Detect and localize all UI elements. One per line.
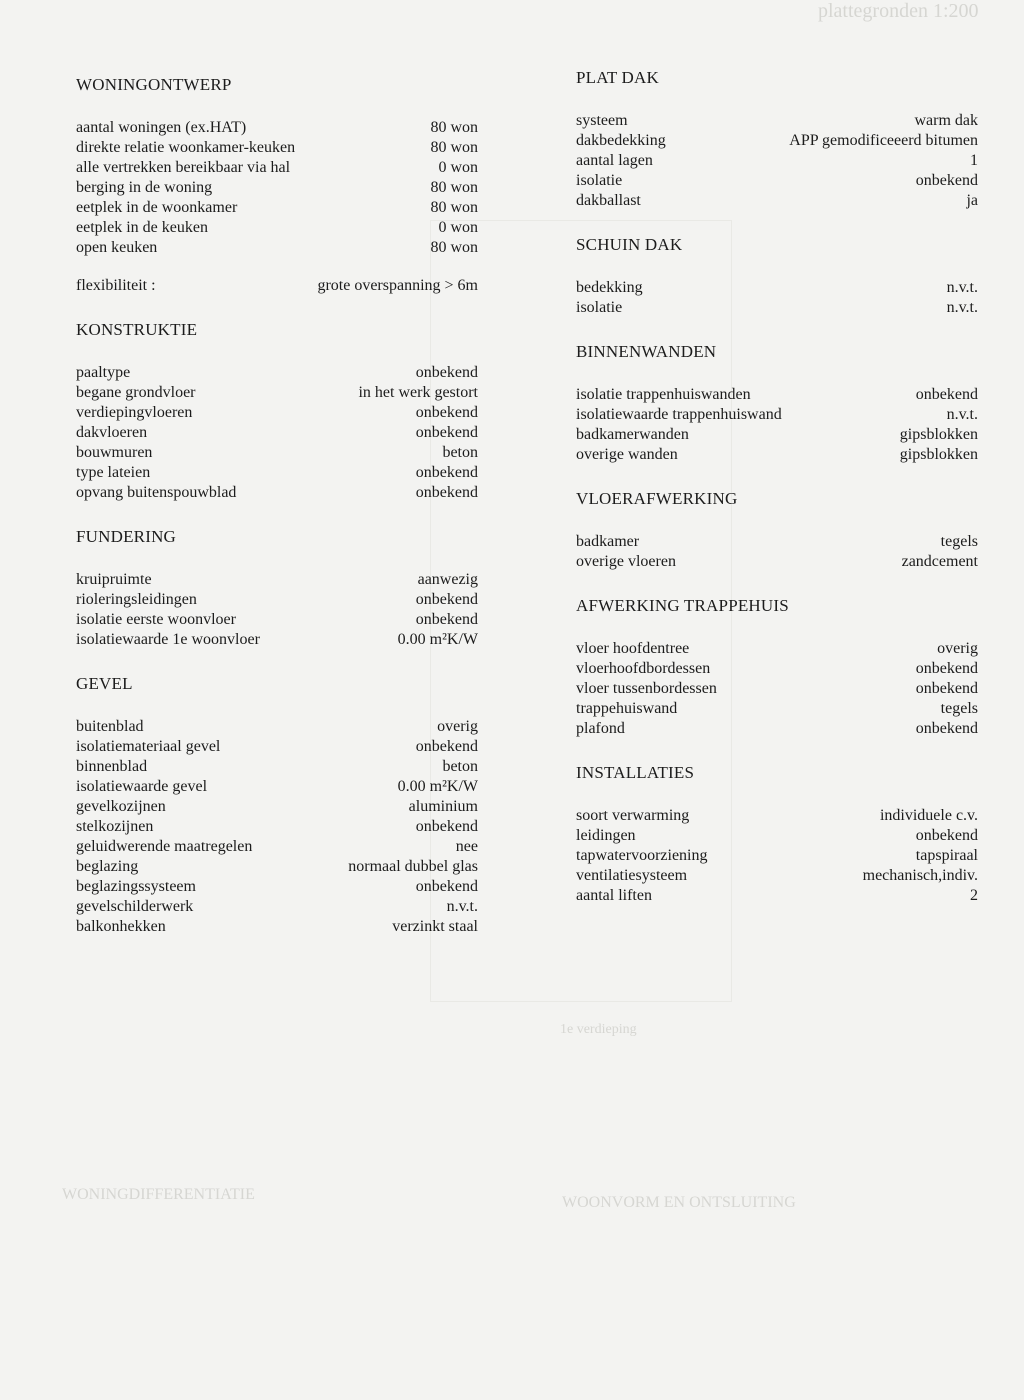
spec-row bbox=[576, 405, 978, 425]
section-afwerking-trappehuis bbox=[576, 596, 978, 739]
spec-label: tapwatervoorziening bbox=[576, 847, 708, 864]
spec-value: gipsblokken bbox=[899, 426, 978, 443]
spec-label: gevelschilderwerk bbox=[76, 898, 194, 915]
section-heading: PLAT DAK bbox=[576, 68, 659, 87]
spec-label: isolatie trappenhuiswanden bbox=[576, 386, 751, 403]
spec-label: aantal woningen (ex.HAT) bbox=[76, 119, 247, 136]
spec-label: dakvloeren bbox=[76, 424, 148, 441]
spec-value: onbekend bbox=[415, 364, 478, 381]
spec-row bbox=[76, 118, 478, 138]
spec-label: opvang buitenspouwblad bbox=[76, 484, 237, 501]
section-heading: INSTALLATIES bbox=[576, 763, 695, 782]
section-vloerafwerking bbox=[576, 489, 978, 572]
spec-label: binnenblad bbox=[76, 758, 148, 775]
spec-value: onbekend bbox=[415, 404, 478, 421]
spec-row bbox=[76, 363, 478, 383]
section-gevel bbox=[76, 674, 478, 937]
spec-label: isolatie bbox=[576, 172, 623, 189]
spec-label: rioleringsleidingen bbox=[76, 591, 197, 608]
spec-label: kruipruimte bbox=[76, 571, 152, 588]
spec-value: tegels bbox=[940, 700, 978, 717]
spec-row bbox=[576, 679, 978, 699]
spec-value: 80 won bbox=[430, 119, 478, 136]
spec-value: beton bbox=[442, 444, 478, 461]
spec-value: onbekend bbox=[415, 484, 478, 501]
spec-value: APP gemodificeeerd bitumen bbox=[789, 132, 978, 149]
spec-value: beton bbox=[442, 758, 478, 775]
spec-label: eetplek in de keuken bbox=[76, 219, 208, 236]
spec-row bbox=[576, 385, 978, 405]
spec-label: paaltype bbox=[76, 364, 131, 381]
spec-value: n.v.t. bbox=[946, 299, 978, 316]
spec-value: onbekend bbox=[415, 424, 478, 441]
spec-row bbox=[76, 218, 478, 238]
spec-value: in het werk gestort bbox=[358, 384, 478, 401]
right-column bbox=[576, 68, 978, 906]
spec-row bbox=[576, 298, 978, 318]
spec-row bbox=[76, 837, 478, 857]
spec-label: stelkozijnen bbox=[76, 818, 154, 835]
spec-label: isolatiewaarde gevel bbox=[76, 778, 208, 795]
spec-row bbox=[76, 138, 478, 158]
spec-value: n.v.t. bbox=[946, 279, 978, 296]
spec-row bbox=[576, 171, 978, 191]
section-heading: BINNENWANDEN bbox=[576, 342, 717, 361]
spec-value: normaal dubbel glas bbox=[348, 858, 478, 875]
spec-row bbox=[76, 590, 478, 610]
spec-row bbox=[576, 866, 978, 886]
spec-label: open keuken bbox=[76, 239, 158, 256]
spec-label: balkonhekken bbox=[76, 918, 166, 935]
spec-label: begane grondvloer bbox=[76, 384, 196, 401]
spec-row bbox=[576, 806, 978, 826]
spec-label: berging in de woning bbox=[76, 179, 213, 196]
spec-value: onbekend bbox=[415, 818, 478, 835]
spec-row bbox=[76, 757, 478, 777]
spec-row bbox=[76, 570, 478, 590]
section-heading: SCHUIN DAK bbox=[576, 235, 683, 254]
section-installaties bbox=[576, 763, 978, 906]
spec-value: onbekend bbox=[415, 611, 478, 628]
section-fundering bbox=[76, 527, 478, 650]
spec-value: 0.00 m²K/W bbox=[397, 631, 478, 648]
spec-label: leidingen bbox=[576, 827, 636, 844]
spec-label: beglazingssysteem bbox=[76, 878, 196, 895]
spec-value: onbekend bbox=[915, 720, 978, 737]
section-heading: KONSTRUKTIE bbox=[76, 320, 198, 339]
spec-value: 80 won bbox=[430, 179, 478, 196]
spec-row bbox=[76, 483, 478, 503]
spec-value: onbekend bbox=[415, 464, 478, 481]
spec-label: type lateien bbox=[76, 464, 151, 481]
spec-label: badkamer bbox=[576, 533, 640, 550]
spec-value: mechanisch,indiv. bbox=[862, 867, 978, 884]
spec-row bbox=[76, 777, 478, 797]
spec-value: tegels bbox=[940, 533, 978, 550]
section-heading: WONINGONTWERP bbox=[76, 75, 232, 94]
spec-row bbox=[576, 278, 978, 298]
spec-row bbox=[76, 463, 478, 483]
spec-row bbox=[576, 131, 978, 151]
section-plat-dak bbox=[576, 68, 978, 211]
spec-label: direkte relatie woonkamer-keuken bbox=[76, 139, 296, 156]
spec-row bbox=[576, 532, 978, 552]
spec-row bbox=[576, 445, 978, 465]
spec-value: n.v.t. bbox=[946, 406, 978, 423]
spec-row bbox=[76, 383, 478, 403]
spec-value: onbekend bbox=[915, 827, 978, 844]
spec-value: 0.00 m²K/W bbox=[397, 778, 478, 795]
spec-label: geluidwerende maatregelen bbox=[76, 838, 253, 855]
spec-row bbox=[76, 817, 478, 837]
spec-value: 1 bbox=[970, 152, 978, 169]
spec-label: dakballast bbox=[576, 192, 641, 209]
spec-value: 80 won bbox=[430, 139, 478, 156]
spec-label: vloerhoofdbordessen bbox=[576, 660, 711, 677]
spec-row bbox=[76, 877, 478, 897]
section-konstruktie bbox=[76, 320, 478, 503]
left-column bbox=[76, 75, 478, 937]
spec-label: vloer tussenbordessen bbox=[576, 680, 717, 697]
spec-row bbox=[576, 846, 978, 866]
spec-label: eetplek in de woonkamer bbox=[76, 199, 238, 216]
spec-label: overige wanden bbox=[576, 446, 678, 463]
spec-value: 80 won bbox=[430, 199, 478, 216]
spec-row bbox=[576, 111, 978, 131]
spec-value: warm dak bbox=[914, 112, 978, 129]
spec-value: tapspiraal bbox=[915, 847, 978, 864]
spec-value: onbekend bbox=[915, 680, 978, 697]
spec-row bbox=[76, 630, 478, 650]
spec-label: isolatiemateriaal gevel bbox=[76, 738, 221, 755]
spec-row bbox=[76, 403, 478, 423]
spec-label: aantal lagen bbox=[576, 152, 653, 169]
spec-row bbox=[76, 158, 478, 178]
spec-value: verzinkt staal bbox=[392, 918, 478, 935]
spec-value: grote overspanning > 6m bbox=[317, 277, 478, 294]
spec-value: onbekend bbox=[415, 738, 478, 755]
spec-value: onbekend bbox=[915, 386, 978, 403]
spec-row bbox=[576, 191, 978, 211]
spec-value: overig bbox=[437, 718, 478, 735]
spec-value: 2 bbox=[970, 887, 978, 904]
spec-value: 0 won bbox=[438, 159, 478, 176]
spec-label: bedekking bbox=[576, 279, 643, 296]
spec-value: 80 won bbox=[430, 239, 478, 256]
spec-label: gevelkozijnen bbox=[76, 798, 166, 815]
ghost-title: plattegronden 1:200 bbox=[818, 0, 979, 22]
section-heading: VLOERAFWERKING bbox=[576, 489, 738, 508]
spec-row bbox=[76, 276, 478, 296]
spec-row bbox=[76, 917, 478, 937]
spec-label: bouwmuren bbox=[76, 444, 153, 461]
spec-label: buitenblad bbox=[76, 718, 144, 735]
spec-row bbox=[576, 826, 978, 846]
spec-row bbox=[576, 639, 978, 659]
spec-value: zandcement bbox=[901, 553, 978, 570]
spec-row bbox=[76, 797, 478, 817]
spec-row bbox=[576, 886, 978, 906]
spec-label: verdiepingvloeren bbox=[76, 404, 193, 421]
spec-row bbox=[76, 443, 478, 463]
section-heading: FUNDERING bbox=[76, 527, 177, 546]
spec-value: aanwezig bbox=[417, 571, 478, 588]
spec-row bbox=[76, 610, 478, 630]
spec-value: onbekend bbox=[915, 660, 978, 677]
ghost-caption: 1e verdieping bbox=[560, 1022, 637, 1037]
spec-row bbox=[76, 198, 478, 218]
spec-row bbox=[576, 151, 978, 171]
spec-label: trappehuiswand bbox=[576, 700, 678, 717]
ghost-heading-left: WONINGDIFFERENTIATIE bbox=[62, 1186, 255, 1203]
spec-label: alle vertrekken bereikbaar via hal bbox=[76, 159, 291, 176]
spec-value: ja bbox=[966, 192, 978, 209]
spec-value: onbekend bbox=[415, 591, 478, 608]
spec-label: overige vloeren bbox=[576, 553, 676, 570]
spec-row bbox=[76, 238, 478, 258]
spec-label: isolatie bbox=[576, 299, 623, 316]
spec-row bbox=[576, 425, 978, 445]
spec-label: flexibiliteit : bbox=[76, 277, 156, 294]
spec-label: ventilatiesysteem bbox=[576, 867, 688, 884]
spec-row bbox=[76, 717, 478, 737]
section-woningontwerp bbox=[76, 75, 478, 296]
spec-label: aantal liften bbox=[576, 887, 652, 904]
spec-value: onbekend bbox=[415, 878, 478, 895]
spec-row bbox=[76, 737, 478, 757]
spec-row bbox=[576, 719, 978, 739]
spec-row bbox=[76, 857, 478, 877]
spec-label: isolatie eerste woonvloer bbox=[76, 611, 236, 628]
spec-value: n.v.t. bbox=[446, 898, 478, 915]
spec-row bbox=[576, 552, 978, 572]
spec-label: dakbedekking bbox=[576, 132, 666, 149]
spec-value: overig bbox=[937, 640, 978, 657]
section-binnenwanden bbox=[576, 342, 978, 465]
section-heading: GEVEL bbox=[76, 674, 133, 693]
section-schuin-dak bbox=[576, 235, 978, 318]
spec-value: aluminium bbox=[408, 798, 478, 815]
spec-row bbox=[76, 897, 478, 917]
spec-label: systeem bbox=[576, 112, 628, 129]
spec-label: beglazing bbox=[76, 858, 139, 875]
spec-label: isolatiewaarde 1e woonvloer bbox=[76, 631, 260, 648]
spec-value: onbekend bbox=[915, 172, 978, 189]
spec-label: isolatiewaarde trappenhuiswand bbox=[576, 406, 782, 423]
spec-label: badkamerwanden bbox=[576, 426, 689, 443]
spec-value: individuele c.v. bbox=[879, 807, 978, 824]
spec-label: soort verwarming bbox=[576, 807, 690, 824]
spec-value: nee bbox=[455, 838, 478, 855]
spec-row bbox=[76, 423, 478, 443]
ghost-heading-right: WOONVORM EN ONTSLUITING bbox=[562, 1194, 796, 1211]
spec-row bbox=[576, 659, 978, 679]
section-heading: AFWERKING TRAPPEHUIS bbox=[576, 596, 789, 615]
spec-value: 0 won bbox=[438, 219, 478, 236]
spec-value: gipsblokken bbox=[899, 446, 978, 463]
spec-label: plafond bbox=[576, 720, 625, 737]
spec-row bbox=[76, 178, 478, 198]
spec-row bbox=[576, 699, 978, 719]
spec-label: vloer hoofdentree bbox=[576, 640, 690, 657]
